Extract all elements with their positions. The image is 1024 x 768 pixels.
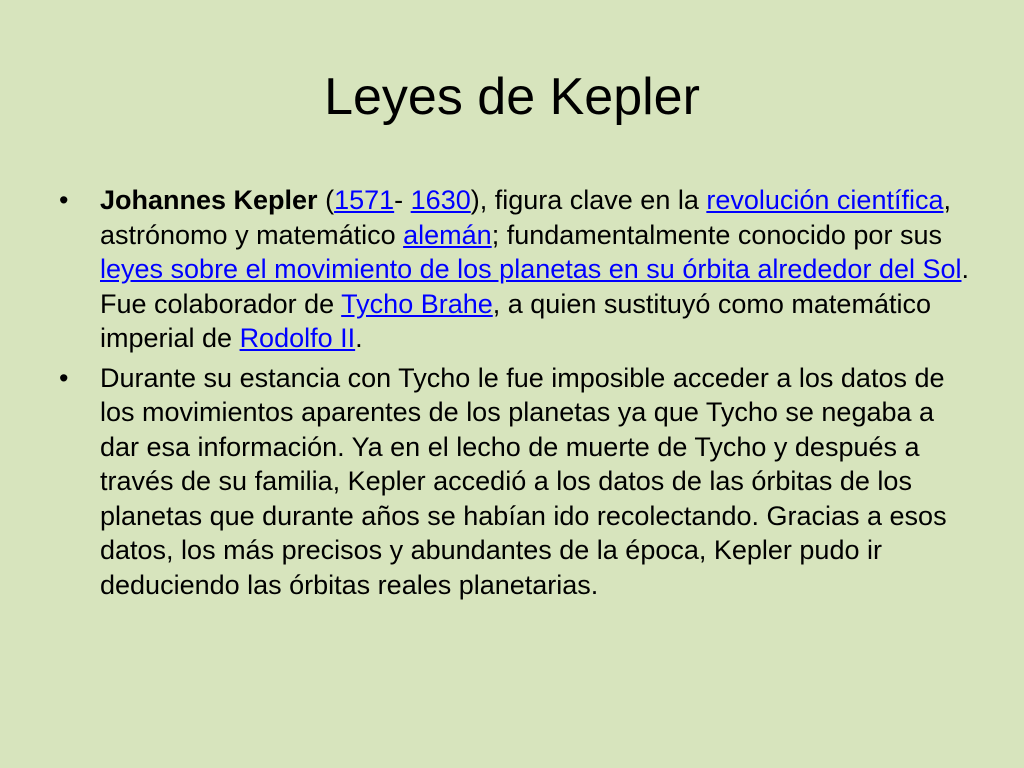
- text-segment: , a quien sustituyó como matemático imperial de: [100, 288, 931, 353]
- text-segment: (: [317, 185, 335, 215]
- text-segment: -: [394, 185, 411, 215]
- bullet-item-kepler: [57, 183, 972, 356]
- bullet-item-tycho-data: [57, 361, 972, 603]
- link-aleman[interactable]: alemán: [403, 219, 492, 250]
- bullet-list: [57, 183, 972, 607]
- link-rodolfo-ii[interactable]: Rodolfo II: [239, 323, 356, 353]
- link-year-1571[interactable]: 1571: [334, 185, 395, 215]
- link-year-1630[interactable]: 1630: [410, 185, 471, 215]
- bullet-text: Durante su estancia con Tycho le fue imposible acceder a los datos de los movimientos aparentes de los planetas ya que Tycho se negaba a dar esa información. Ya en el lecho de muerte de Tycho y después a través de su familia, Kepler accedió a los datos de las órbitas de los planetas que durante años se habían ido recolectando. Gracias a esos datos, los más precisos y abundantes de la época, Kepler pudo ir deduciendo las órbitas reales planetarias.: [100, 362, 947, 600]
- text-segment: , astrónomo y matemático: [100, 185, 951, 250]
- text-segment: ), figura clave en la: [470, 185, 707, 215]
- bullet-icon: •: [59, 185, 69, 215]
- text-segment: . Fue colaborador de: [100, 254, 970, 319]
- bullet-icon: •: [59, 362, 69, 393]
- link-leyes-movimiento[interactable]: leyes sobre el movimiento de los planetas en su órbita alrededor del Sol: [100, 254, 962, 284]
- text-segment: ; fundamentalmente conocido por sus: [491, 219, 942, 250]
- text-segment: .: [355, 323, 363, 353]
- link-tycho-brahe[interactable]: Tycho Brahe: [341, 288, 493, 319]
- slide-title: Leyes de Kepler: [324, 68, 700, 126]
- link-revolucion-cientifica[interactable]: revolución científica: [706, 185, 944, 215]
- kepler-name: Johannes Kepler: [100, 185, 318, 215]
